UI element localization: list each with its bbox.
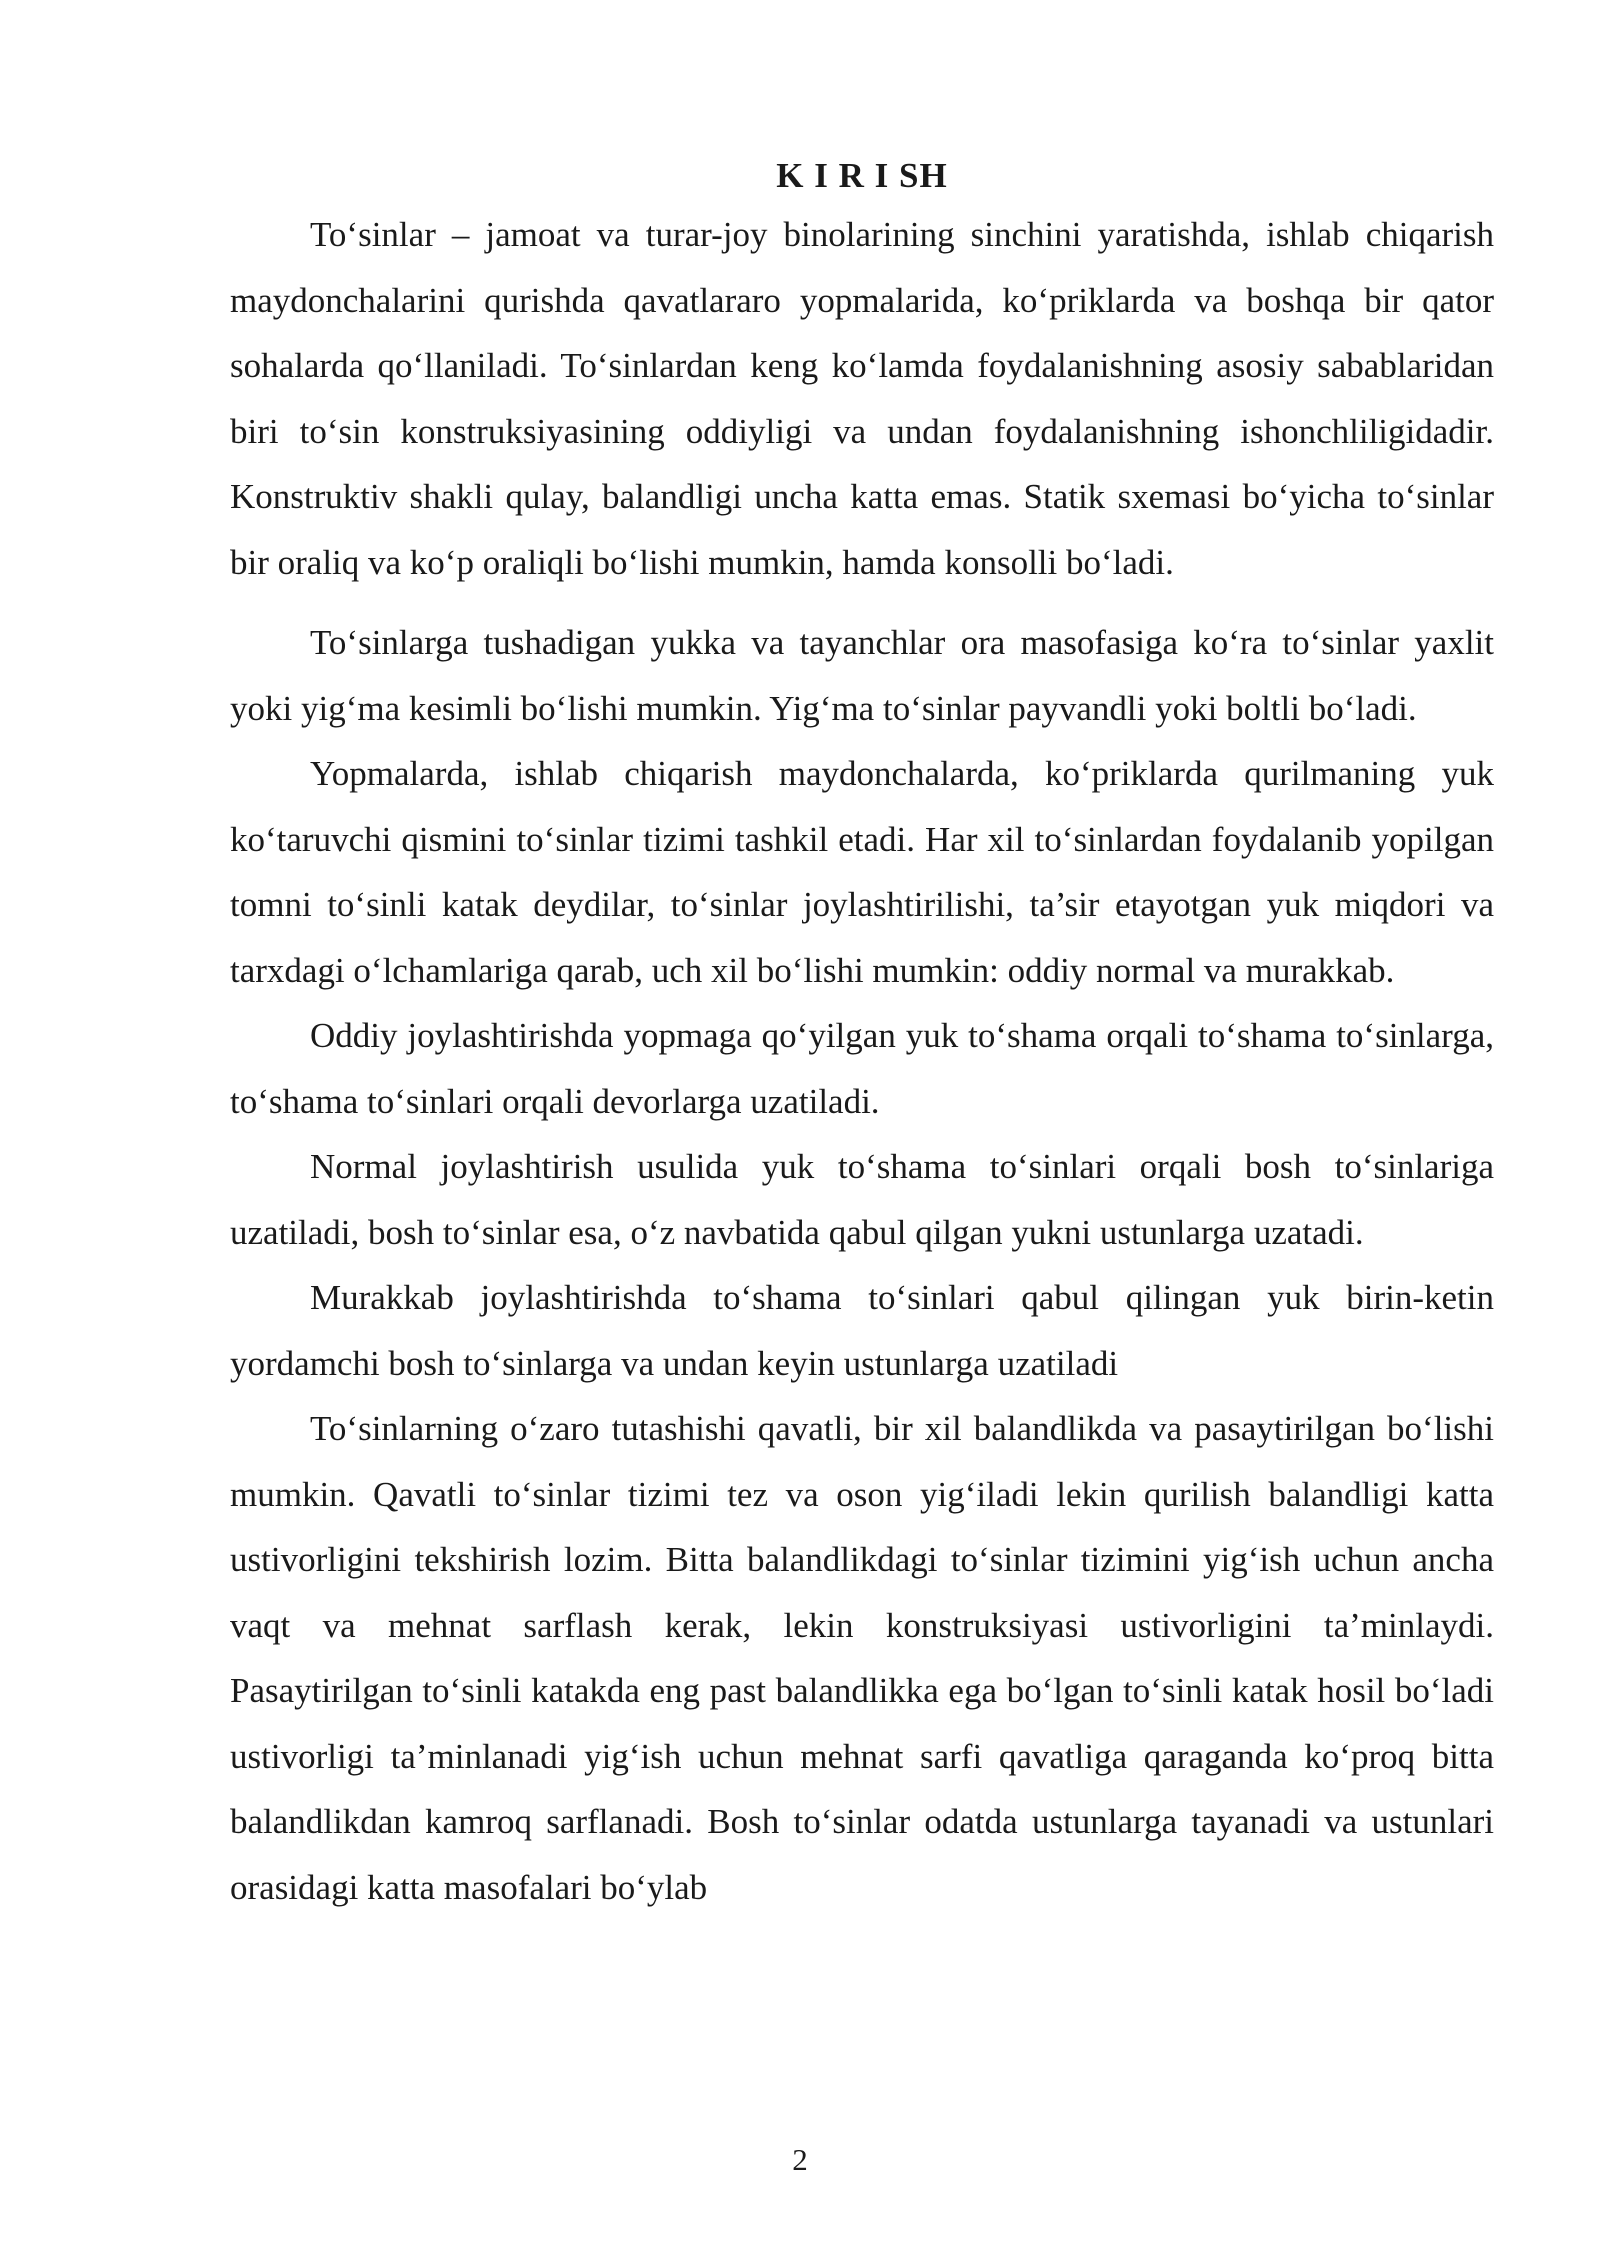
paragraph-3: Yopmalarda, ishlab chiqarish maydonchalarda, ko‘priklarda qurilmaning yuk ko‘taruvchi qismini to‘sinlar tizimi tashkil etadi. Har xil to‘sinlardan foydalanib yopilgan tomni to‘sinli katak deydilar, to‘sinlar joylashtirilishi, ta’sir etayotgan yuk miqdori va tarxdagi o‘lchamlariga qarab, uch xil bo‘lishi mumkin: oddiy normal va murakkab. [230,754,1494,990]
section-heading: K I R I SH [776,156,948,195]
paragraph-7: To‘sinlarning o‘zaro tutashishi qavatli, bir xil balandlikda va pasaytirilgan bo‘lishi mumkin. Qavatli to‘sinlar tizimi tez va oson yig‘iladi lekin qurilish balandligi katta ustivorligini tekshirish lozim. Bitta balandlikdagi to‘sinlar tizimini yig‘ish uchun ancha vaqt va mehnat sarflash kerak, lekin konstruksiyasi ustivorligini ta’minlaydi. Pasaytirilgan to‘sinli katakda eng past balandlikka ega bo‘lgan to‘sinli katak hosil bo‘ladi ustivorligi ta’minlanadi yig‘ish uchun mehnat sarfi qavatliga qaraganda ko‘proq bitta balandlikdan kamroq sarflanadi. Bosh to‘sinlar odatda ustunlarga tayanadi va ustunlari orasidagi katta masofalari bo‘ylab [230,1409,1494,1907]
paragraph-4: Oddiy joylashtirishda yopmaga qo‘yilgan yuk to‘shama orqali to‘shama to‘sinlarga, to‘shama to‘sinlari orqali devorlarga uzatiladi. [230,1016,1494,1121]
page-number: 2 [792,2142,808,2177]
document-page [230,152,1494,1920]
paragraph-6: Murakkab joylashtirishda to‘shama to‘sinlari qabul qilingan yuk birin-ketin yordamchi bosh to‘sinlarga va undan keyin ustunlarga uzatiladi [230,1278,1494,1383]
paragraph-1: To‘sinlar – jamoat va turar-joy binolarining sinchini yaratishda, ishlab chiqarish maydonchalarini qurishda qavatlararo yopmalarida, ko‘priklarda va boshqa bir qator sohalarda qo‘llaniladi. To‘sinlardan keng ko‘lamda foydalanishning asosiy sabablaridan biri to‘sin konstruksiyasining oddiyligi va undan foydalanishning ishonchliligidadir. Konstruktiv shakli qulay, balandligi uncha katta emas. Statik sxemasi bo‘yicha to‘sinlar bir oraliq va ko‘p oraliqli bo‘lishi mumkin, hamda konsolli bo‘ladi. [230,215,1494,582]
paragraph-2: To‘sinlarga tushadigan yukka va tayanchlar ora masofasiga ko‘ra to‘sinlar yaxlit yoki yig‘ma kesimli bo‘lishi mumkin. Yig‘ma to‘sinlar payvandli yoki boltli bo‘ladi. [230,623,1494,728]
paragraph-5: Normal joylashtirish usulida yuk to‘shama to‘sinlari orqali bosh to‘sinlariga uzatiladi, bosh to‘sinlar esa, o‘z navbatida qabul qilgan yukni ustunlarga uzatadi. [230,1147,1494,1252]
